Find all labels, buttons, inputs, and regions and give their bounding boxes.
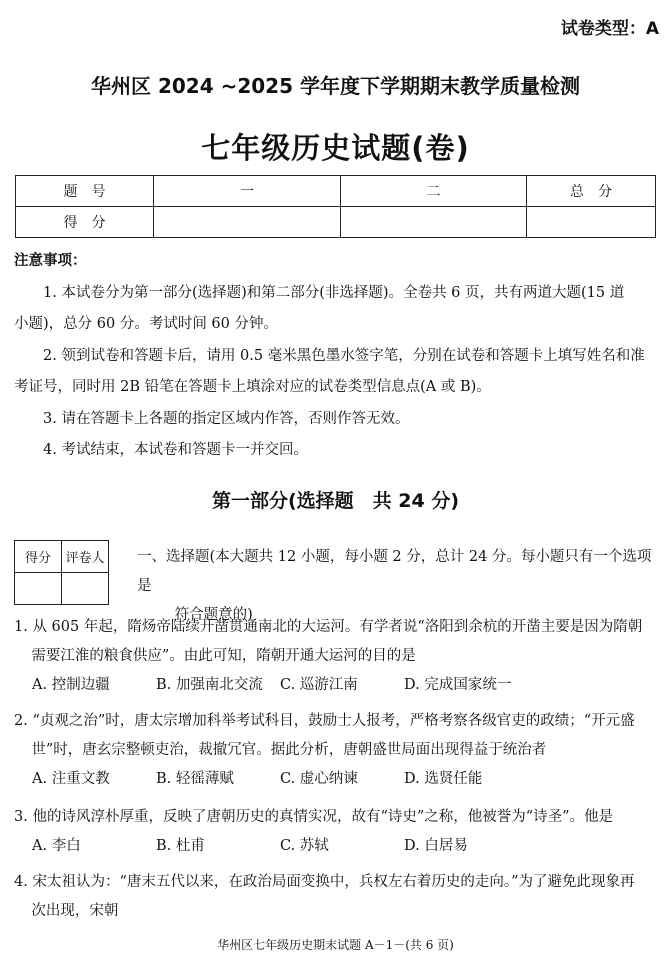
notes-line: 2. 领到试卷和答题卡后，请用 0.5 毫米黑色墨水签字笔，分别在试卷和答题卡上填写姓名和准: [43, 347, 645, 364]
question-4: [14, 868, 659, 926]
score-table-cell: 得 分: [16, 207, 154, 238]
option: A. 控制边疆: [32, 677, 110, 693]
option: D. 选贤任能: [404, 771, 483, 787]
option: D. 白居易: [404, 838, 468, 854]
question-line: 4. 宋太祖认为：“唐末五代以来，在政治局面变换中，兵权左右着历史的走向。”为了避免此现象再: [14, 874, 635, 890]
grader-blank-cell: [62, 573, 109, 605]
score-table-cell: 题 号: [16, 176, 154, 207]
option-row: [14, 832, 659, 861]
grader-blank-cell: [15, 573, 62, 605]
notes-line: 小题)，总分 60 分。考试时间 60 分钟。: [14, 316, 278, 332]
score-table-header-row: [16, 176, 656, 207]
question-line: 世”时，唐玄宗整顿吏治，裁撤冗官。据此分析，唐朝盛世局面出现得益于统治者: [31, 742, 547, 758]
question-1: [14, 613, 659, 700]
score-blank-cell: [527, 207, 656, 238]
notes-heading: 注意事项：: [14, 253, 87, 269]
score-table-cell: 一: [154, 176, 341, 207]
option: C. 巡游江南: [280, 677, 358, 693]
score-table-cell: 二: [341, 176, 527, 207]
score-table: [15, 175, 656, 238]
question-line: 次出现，宋朝: [31, 903, 119, 919]
question-line: 2. “贞观之治”时，唐太宗增加科举考试科目，鼓励士人报考，严格考察各级官吏的政绩；“开元盛: [14, 713, 635, 729]
option: B. 轻徭薄赋: [156, 771, 234, 787]
grader-label: 评卷人: [62, 541, 109, 573]
question-3: [14, 803, 659, 861]
score-blank-cell: [154, 207, 341, 238]
notes-line: 1. 本试卷分为第一部分(选择题)和第二部分(非选择题)。全卷共 6 页，共有两道大题(15 道: [43, 284, 625, 301]
exam-title: 华州区 2024 ~2025 学年度下学期期末教学质量检测: [91, 74, 580, 98]
question-line: 需要江淮的粮食供应”。由此可知，隋朝开通大运河的目的是: [31, 648, 416, 664]
notes-section: [14, 246, 656, 467]
score-table-score-row: [16, 207, 656, 238]
option: A. 李白: [32, 838, 81, 854]
option: B. 加强南北交流: [156, 677, 263, 693]
section-heading-line: 符合题意的): [174, 607, 253, 623]
subject-title: 七年级历史试题(卷): [201, 131, 470, 165]
question-line: 3. 他的诗风淳朴厚重，反映了唐朝历史的真情实况，故有“诗史”之称，他被誉为“诗圣”。他是: [14, 809, 614, 825]
paper-type-label: 试卷类型：A: [560, 19, 659, 39]
grader-label: 得分: [15, 541, 62, 573]
grader-box: [14, 540, 109, 605]
option-row: [14, 671, 659, 700]
question-line: 1. 从 605 年起，隋炀帝陆续开凿贯通南北的大运河。有学者说“洛阳到余杭的开凿主要是因为隋朝: [14, 619, 643, 635]
option: B. 杜甫: [156, 838, 205, 854]
option: D. 完成国家统一: [404, 677, 512, 693]
notes-line: 考证号，同时用 2B 铅笔在答题卡上填涂对应的试卷类型信息点(A 或 B)。: [14, 379, 491, 395]
option: C. 苏轼: [280, 838, 329, 854]
notes-line: 3. 请在答题卡上各题的指定区域内作答，否则作答无效。: [43, 410, 410, 427]
score-blank-cell: [341, 207, 527, 238]
notes-line: 4. 考试结束，本试卷和答题卡一并交回。: [43, 442, 308, 458]
score-table-cell: 总 分: [527, 176, 656, 207]
option: A. 注重文教: [32, 771, 110, 787]
part1-title: 第一部分(选择题 共 24 分): [211, 490, 460, 512]
option: C. 虚心纳谏: [280, 771, 358, 787]
section-heading-line: 一、选择题(本大题共 12 小题，每小题 2 分，总计 24 分。每小题只有一个选项是: [137, 549, 652, 594]
option-row: [14, 765, 659, 794]
question-2: [14, 707, 659, 794]
page-footer: 华州区七年级历史期末试题 A－1－(共 6 页): [217, 938, 454, 952]
